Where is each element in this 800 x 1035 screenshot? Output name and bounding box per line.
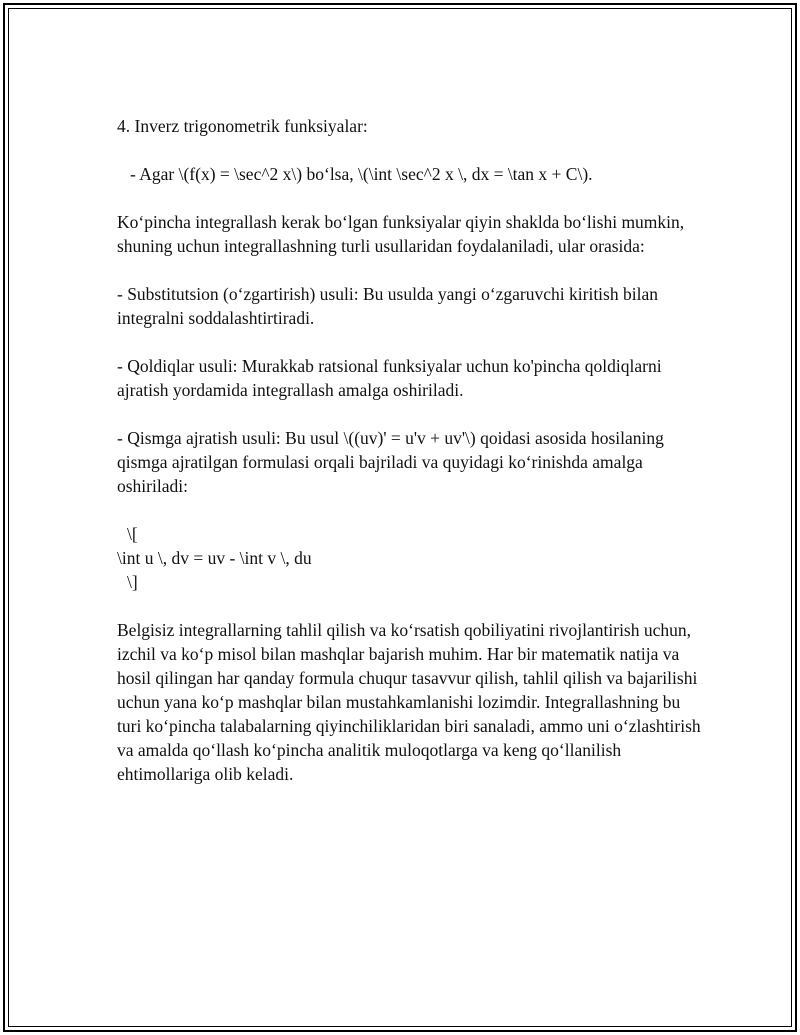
conclusion-paragraph: Belgisiz integrallarning tahlil qilish va ko‘rsatish qobiliyatini rivojlantirish uchun, izchil va ko‘p misol bilan mashqlar bajarish muhim. Har bir matematik natija va hosil qilingan har qanday formula chuqur tasavvur qilish, tahlil qilish va bajarilishi uchun yana ko‘p mashqlar bilan mustahkamlanishi lozimdir. Integrallashning bu turi ko‘pincha talabalarning qiyinchiliklaridan biri sanaladi, ammo uni o‘zlashtirish va amalda qo‘llash ko‘pincha analitik muloqotlarga va keng qo‘llanilish ehtimollariga olib keladi.	[117, 620, 706, 784]
formula-block	[117, 522, 707, 594]
intro-paragraph: Ko‘pincha integrallash kerak bo‘lgan funksiyalar qiyin shaklda bo‘lishi mumkin, shuning uchun integrallashning turli usullaridan foydalaniladi, ular orasida:	[117, 212, 689, 256]
formula-body: \int u \, dv = uv - \int v \, du	[117, 548, 312, 568]
method-residues: - Qoldiqlar usuli: Murakkab ratsional funksiyalar uchun ko'pincha qoldiqlarni ajratish yordamida integrallash amalga oshiriladi.	[117, 356, 666, 400]
document-body	[117, 114, 707, 810]
example-line: - Agar \(f(x) = \sec^2 x\) bo‘lsa, \(\int \sec^2 x \, dx = \tan x + C\).	[130, 164, 593, 184]
method-by-parts: - Qismga ajratish usuli: Bu usul \((uv)' = u'v + uv'\) qoidasi asosida hosilaning qismga ajratilgan formulasi orqali bajriladi va quyidagi ko‘rinishda amalga oshiriladi:	[117, 428, 669, 496]
method-substitution: - Substitutsion (o‘zgartirish) usuli: Bu usulda yangi o‘zgaruvchi kiritish bilan integralni soddalashtirtiradi.	[117, 284, 663, 328]
section-heading: 4. Inverz trigonometrik funksiyalar:	[117, 116, 368, 136]
formula-close: \]	[127, 572, 138, 592]
formula-open: \[	[127, 524, 138, 544]
